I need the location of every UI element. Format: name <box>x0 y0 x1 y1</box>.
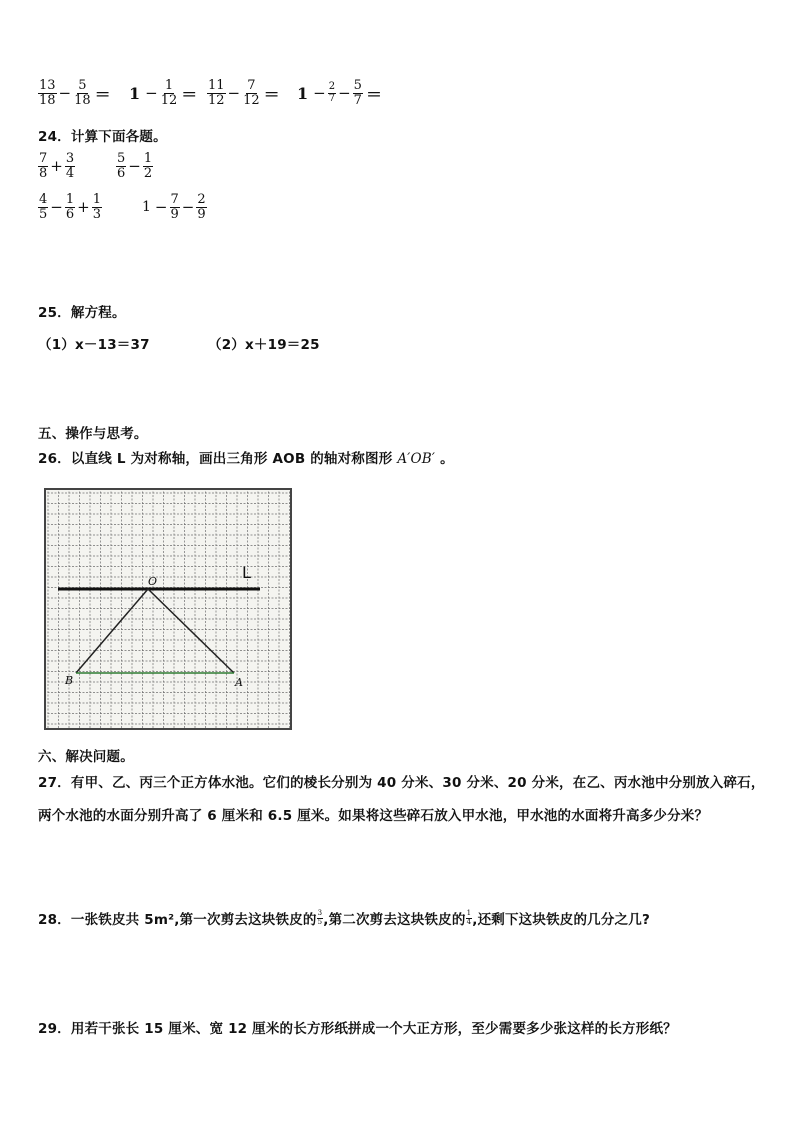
leading-number: 1 <box>129 83 141 103</box>
operator: + <box>77 198 90 217</box>
denominator: 2 <box>143 165 153 181</box>
q26-title <box>38 447 454 467</box>
q28-question <box>38 908 650 928</box>
numerator: 1 <box>466 909 472 918</box>
denominator: 18 <box>39 92 56 108</box>
denominator: 12 <box>243 92 260 108</box>
q28-text-2: ,第二次剪去这块铁皮的 <box>323 912 466 928</box>
numerator: 7 <box>170 192 179 207</box>
numerator: 5 <box>117 151 126 166</box>
q24-title: 24．计算下面各题。 <box>38 129 167 145</box>
operator: − <box>313 84 326 103</box>
operator: + <box>50 157 63 176</box>
q27-line-1: 27．有甲、乙、丙三个正方体水池。它们的棱长分别为 40 分米、30 分米、20 分米，在乙、丙水池中分别放入碎石， <box>38 775 765 791</box>
section-6-heading: 六、解决问题。 <box>38 749 134 765</box>
q26-title-end: 。 <box>440 451 454 467</box>
numerator: 7 <box>39 151 48 166</box>
operator: − <box>50 198 63 217</box>
q26-title-text: 26．以直线 L 为对称轴，画出三角形 AOB 的轴对称图形 <box>38 451 393 467</box>
q25-equation-2: （2）x＋19＝25 <box>208 337 320 353</box>
q23-expr-2 <box>126 79 200 107</box>
numerator: 3 <box>317 909 323 918</box>
denominator: 3 <box>92 206 101 222</box>
label-L: L <box>242 563 251 582</box>
q25-equation-1: （1）x－13＝37 <box>38 337 150 353</box>
operator: − <box>227 84 241 103</box>
denominator: 6 <box>117 165 126 181</box>
numerator: 1 <box>65 192 75 207</box>
denominator: 7 <box>328 92 336 104</box>
denominator: 5 <box>317 917 323 926</box>
section-5-heading: 五、操作与思考。 <box>38 426 148 442</box>
q26-symbol: A′OB′ <box>397 451 436 467</box>
denominator: 9 <box>170 206 179 222</box>
numerator: 7 <box>247 78 256 93</box>
denominator: 5 <box>39 206 48 222</box>
numerator: 3 <box>65 151 75 166</box>
q23-expr-4 <box>294 79 385 107</box>
numerator: 5 <box>78 78 87 93</box>
q27-line-2: 两个水池的水面分别升高了 6 厘米和 6.5 厘米。如果将这些碎石放入甲水池，甲水池的水面将升高多少分米？ <box>38 808 709 824</box>
operator: − <box>145 84 158 103</box>
q25-title: 25．解方程。 <box>38 305 126 321</box>
equals-sign: ＝ <box>181 84 198 104</box>
operator: − <box>338 84 351 103</box>
label-A: A <box>235 676 243 689</box>
q23-expr-1 <box>38 79 114 107</box>
numerator: 2 <box>328 81 336 93</box>
equals-sign: ＝ <box>263 84 280 104</box>
leading-number: 1 <box>142 199 151 216</box>
denominator: 12 <box>160 92 178 108</box>
operator: − <box>128 157 141 176</box>
q28-text-1: 28．一张铁皮共 5m²,第一次剪去这块铁皮的 <box>38 912 317 928</box>
label-O: O <box>148 575 158 588</box>
numerator: 1 <box>143 151 153 166</box>
q24-expr-1 <box>38 152 75 180</box>
numerator: 1 <box>92 192 101 207</box>
denominator: 7 <box>353 92 362 108</box>
leading-number: 1 <box>297 83 309 103</box>
q24-expr-2 <box>116 152 153 180</box>
denominator: 9 <box>197 206 206 222</box>
numerator: 4 <box>39 192 48 207</box>
q24-expr-3 <box>38 193 102 221</box>
q26-grid-figure[interactable] <box>44 488 292 730</box>
denominator: 18 <box>74 92 91 108</box>
operator: − <box>181 198 195 217</box>
numerator: 1 <box>164 78 174 93</box>
numerator: 11 <box>208 78 225 93</box>
denominator: 12 <box>208 92 225 108</box>
label-B: B <box>65 674 74 687</box>
equals-sign: ＝ <box>94 84 111 104</box>
denominator: 4 <box>65 165 75 181</box>
operator: − <box>58 84 72 103</box>
q23-expr-3 <box>207 79 283 107</box>
numerator: 5 <box>353 78 362 93</box>
q28-text-3: ,还剩下这块铁皮的几分之几? <box>472 912 650 928</box>
q29-question: 29．用若干张长 15 厘米、宽 12 厘米的长方形纸拼成一个大正方形，至少需要多少张这样的长方形纸？ <box>38 1021 677 1037</box>
q24-expr-4 <box>140 193 207 221</box>
denominator: 8 <box>39 165 48 181</box>
numerator: 13 <box>39 78 56 93</box>
numerator: 2 <box>197 192 206 207</box>
denominator: 4 <box>466 917 472 926</box>
operator: − <box>154 198 168 217</box>
equals-sign: ＝ <box>365 84 382 104</box>
denominator: 6 <box>65 206 75 222</box>
